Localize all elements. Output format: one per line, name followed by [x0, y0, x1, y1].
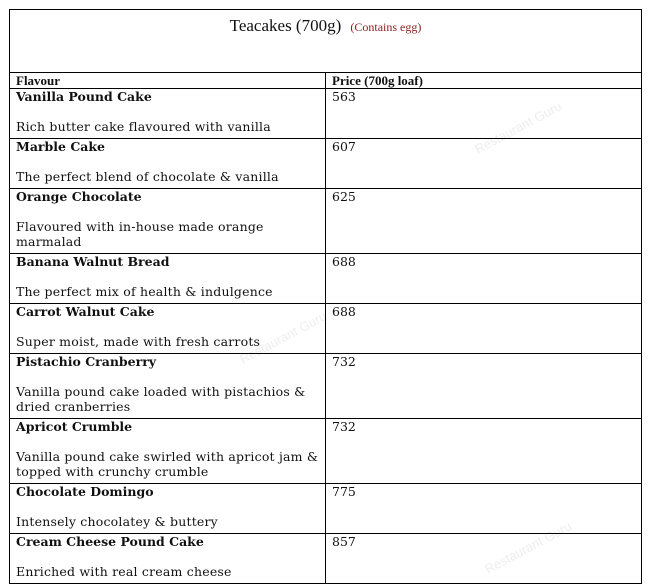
table-row	[10, 139, 642, 189]
item-price: 688	[326, 254, 642, 304]
item-price: 732	[326, 354, 642, 419]
table-row	[10, 534, 642, 584]
title-cell	[10, 10, 642, 73]
table-row	[10, 254, 642, 304]
item-name: Marble Cake	[16, 139, 105, 154]
item-name: Pistachio Cranberry	[16, 354, 157, 369]
item-price: 688	[326, 304, 642, 354]
item-desc: Super moist, made with fresh carrots	[16, 334, 261, 349]
item-name: Carrot Walnut Cake	[16, 304, 155, 319]
item-name: Cream Cheese Pound Cake	[16, 534, 204, 549]
table-row	[10, 89, 642, 139]
header-row	[10, 73, 642, 89]
watermark-text: Restaurant Guru	[472, 98, 565, 157]
table-row	[10, 484, 642, 534]
table-row	[10, 354, 642, 419]
header-price: Price (700g loaf)	[326, 73, 642, 89]
item-name: Chocolate Domingo	[16, 484, 154, 499]
table-row	[10, 189, 642, 254]
table-row	[10, 304, 642, 354]
menu-note: (Contains egg)	[350, 20, 422, 34]
item-name: Apricot Crumble	[16, 419, 133, 434]
item-price: 563	[326, 89, 642, 139]
item-desc: The perfect mix of health & indulgence	[16, 284, 273, 299]
item-price: 625	[326, 189, 642, 254]
item-price: 732	[326, 419, 642, 484]
menu-table	[9, 9, 642, 584]
menu-title: Teacakes (700g)	[229, 16, 342, 35]
watermark-text: Restaurant Guru	[237, 308, 330, 367]
menu-sheet	[9, 9, 642, 584]
item-price: 775	[326, 484, 642, 534]
header-flavour: Flavour	[10, 73, 326, 89]
item-price: 857	[326, 534, 642, 584]
watermark-text: Restaurant Guru	[482, 518, 575, 577]
item-price: 607	[326, 139, 642, 189]
item-desc: The perfect blend of chocolate & vanilla	[16, 169, 279, 184]
table-row	[10, 419, 642, 484]
item-desc: Enriched with real cream cheese	[16, 564, 232, 579]
item-desc: Rich butter cake flavoured with vanilla	[16, 119, 271, 134]
item-desc: Vanilla pound cake loaded with pistachios & dried cranberries	[16, 384, 306, 414]
item-desc: Vanilla pound cake swirled with apricot jam & topped with crunchy crumble	[16, 449, 319, 479]
item-name: Banana Walnut Bread	[16, 254, 170, 269]
item-name: Vanilla Pound Cake	[16, 89, 152, 104]
item-desc: Intensely chocolatey & buttery	[16, 514, 218, 529]
item-name: Orange Chocolate	[16, 189, 142, 204]
item-desc: Flavoured with in-house made orange marmalad	[16, 219, 264, 249]
